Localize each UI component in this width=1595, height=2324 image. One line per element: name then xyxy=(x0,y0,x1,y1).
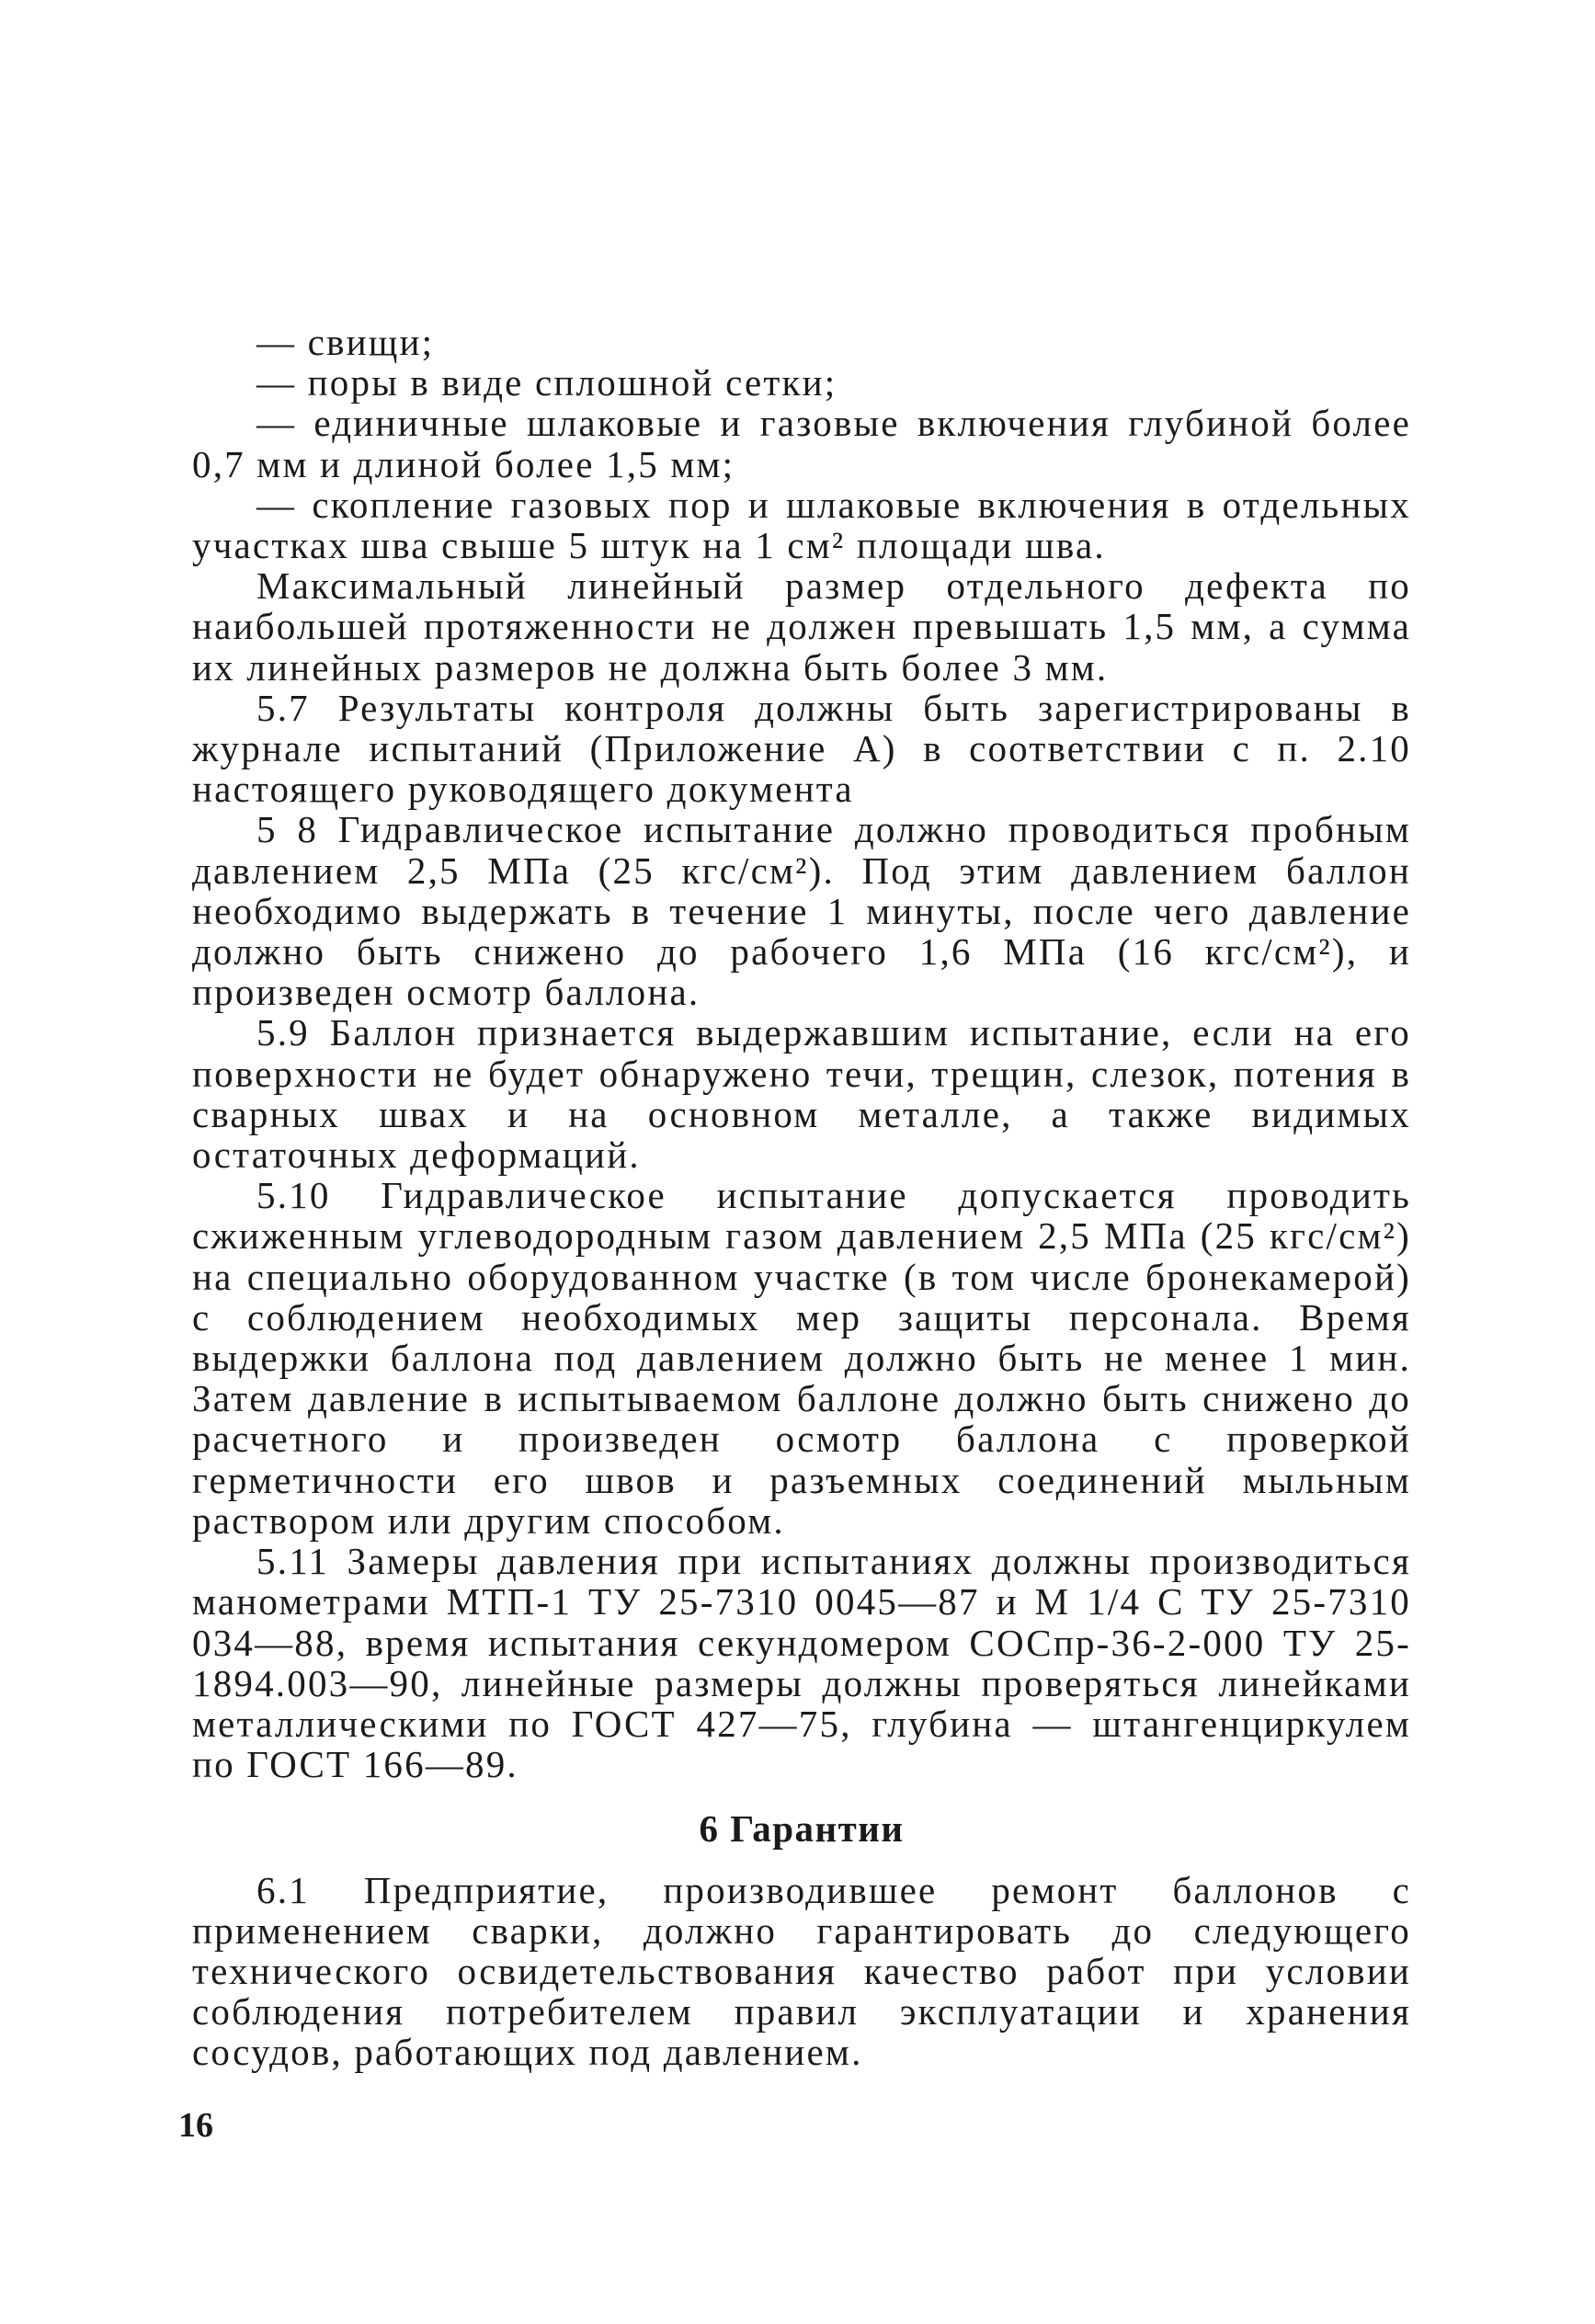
document-page xyxy=(192,322,1411,2073)
paragraph-defect-size: Максимальный линейный размер отдельного дефекта по наибольшей протяженности не должен превышать 1,5 мм, а сумма их линейных размеров не должна быть более 3 мм. xyxy=(192,564,1411,689)
section-heading: 6 Гарантии xyxy=(699,1807,905,1851)
paragraph-5-10: 5.10 Гидравлическое испытание допускается проводить сжиженным углеводородным газом давлением 2,5 МПа (25 кгс/см²) на специально оборудованном участке (в том числе бронекамерой) с соблюдением необходимых мер защиты персонала. Время выдержки баллона под давлением должно быть не менее 1 мин. Затем давление в испытываемом баллоне должно быть снижено до расчетного и произведен осмотр баллона с проверкой герметичности его швов и разъемных соединений мыльным раствором или другим способом. xyxy=(192,1174,1411,1542)
page-number: 16 xyxy=(178,2106,213,2145)
list-item: — поры в виде сплошной сетки; xyxy=(256,361,837,404)
list-item: — единичные шлаковые и газовые включения глубиной более 0,7 мм и длиной более 1,5 мм; xyxy=(192,402,1411,485)
paragraph-6-1: 6.1 Предприятие, производившее ремонт баллонов с применением сварки, должно гарантировать до следующего технического освидетельствования качество работ при условии соблюдения потребителем правил эксплуатации и хранения сосудов, работающих под давлением. xyxy=(192,1868,1411,2074)
paragraph-5-7: 5.7 Результаты контроля должны быть зарегистрированы в журнале испытаний (Приложение А) в соответствии с п. 2.10 настоящего руководящего документа xyxy=(192,686,1411,811)
paragraph-5-9: 5.9 Баллон признается выдержавшим испытание, если на его поверхности не будет обнаружено течи, трещин, слезок, потения в сварных швах и на основном металле, а также видимых остаточных деформаций. xyxy=(192,1011,1411,1177)
list-item: — свищи; xyxy=(256,321,435,363)
paragraph-5-8: 5 8 Гидравлическое испытание должно проводиться пробным давлением 2,5 МПа (25 кгс/см²). Под этим давлением баллон необходимо выдержать в течение 1 минуты, после чего давление должно быть снижено до рабочего 1,6 МПа (16 кгс/см²), и произведен осмотр баллона. xyxy=(192,808,1411,1014)
paragraph-5-11: 5.11 Замеры давления при испытаниях должны производиться манометрами МТП-1 ТУ 25-7310 0045—87 и М 1/4 С ТУ 25-7310 034—88, время испытания секундомером СОСпр-36-2-000 ТУ 25-1894.003—90, линейные размеры должны проверяться линейками металлическими по ГОСТ 427—75, глубина — штангенциркулем по ГОСТ 166—89. xyxy=(192,1540,1411,1786)
list-item: — скопление газовых пор и шлаковые включения в отдельных участках шва свыше 5 штук на 1 см² площади шва. xyxy=(192,483,1411,567)
